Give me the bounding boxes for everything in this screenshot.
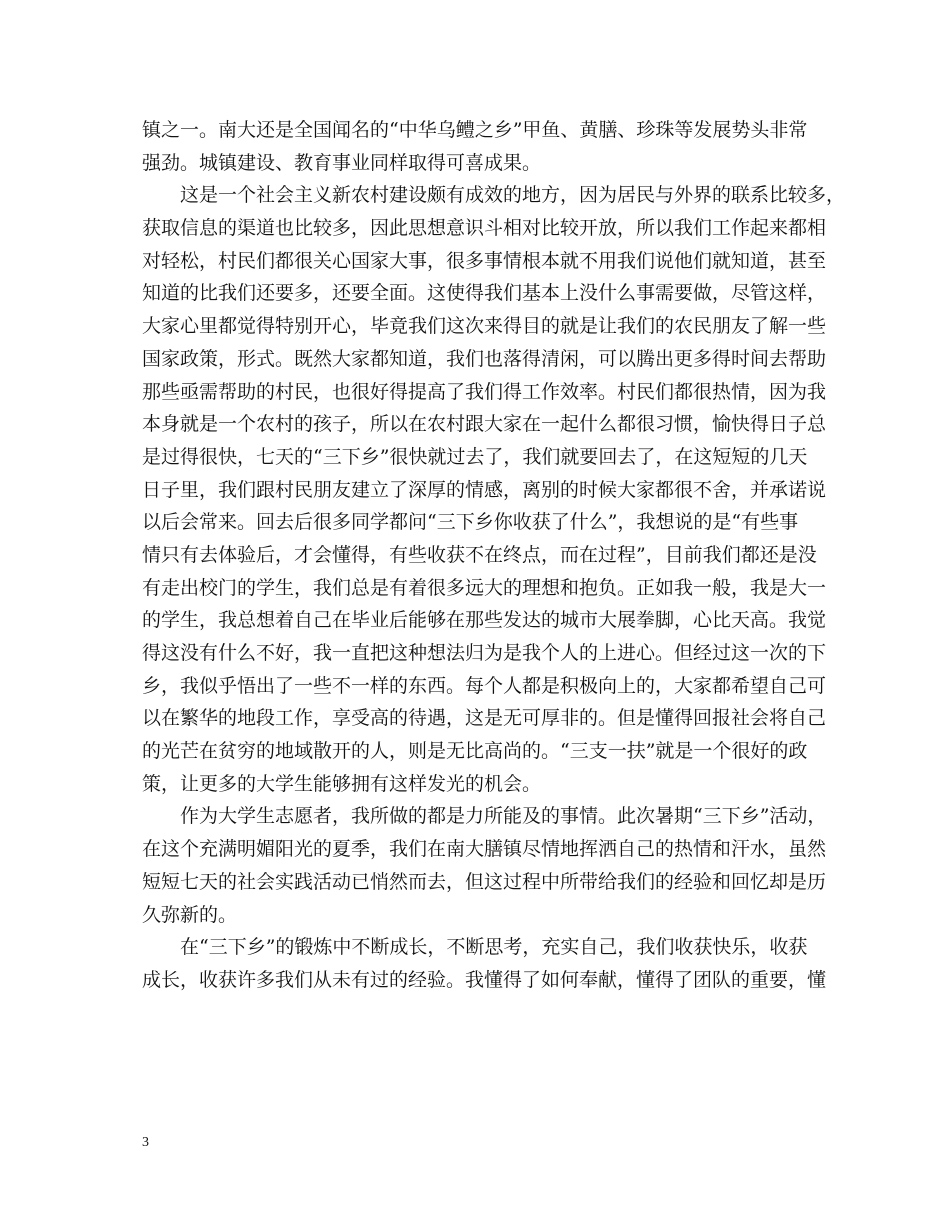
text-line: 以后会常来。回去后很多同学都问“三下乡你收获了什么”，我想说的是“有些事 bbox=[142, 511, 799, 534]
text-line: 在这个充满明媚阳光的夏季，我们在南大膳镇尽情地挥洒自己的热情和汗水，虽然 bbox=[142, 838, 827, 861]
text-line: 成长，收获许多我们从未有过的经验。我懂得了如何奉献，懂得了团队的重要，懂 bbox=[142, 968, 827, 991]
page-number: 3 bbox=[142, 1135, 149, 1150]
text-line: 镇之一。南大还是全国闻名的“中华乌鳢之乡”甲鱼、黄膳、珍珠等发展势头非常 bbox=[142, 119, 808, 141]
body-text bbox=[142, 114, 846, 997]
text-line: 作为大学生志愿者，我所做的都是力所能及的事情。此次暑期“三下乡”活动， bbox=[142, 805, 827, 828]
text-line: 日子里，我们跟村民朋友建立了深厚的情感，离别的时候大家都很不舍，并承诺说 bbox=[142, 478, 827, 501]
text-line: 大家心里都觉得特别开心，毕竟我们这次来得目的就是让我们的农民朋友了解一些 bbox=[142, 315, 827, 338]
text-line: 在“三下乡”的锻炼中不断成长，不断思考，充实自己，我们收获快乐，收获 bbox=[142, 936, 808, 959]
text-line: 强劲。城镇建设、教育事业同样取得可喜成果。 bbox=[142, 151, 542, 174]
text-line: 国家政策，形式。既然大家都知道，我们也落得清闲，可以腾出更多得时间去帮助 bbox=[142, 347, 827, 370]
text-line: 得这没有什么不好，我一直把这种想法归为是我个人的上进心。但经过这一次的下 bbox=[142, 642, 827, 664]
text-line: 久弥新的。 bbox=[142, 903, 238, 926]
text-line: 是过得很快，七天的“三下乡”很快就过去了，我们就要回去了，在这短短的几天 bbox=[142, 445, 808, 468]
text-line: 情只有去体验后，才会懂得，有些收获不在终点，而在过程”，目前我们都还是没 bbox=[142, 543, 817, 566]
text-line: 乡，我似乎悟出了一些不一样的东西。每个人都是积极向上的，大家都希望自己可 bbox=[142, 674, 827, 697]
text-line: 以在繁华的地段工作，享受高的待遇，这是无可厚非的。但是懂得回报社会将自己 bbox=[142, 707, 827, 730]
text-line: 有走出校门的学生，我们总是有着很多远大的理想和抱负。正如我一般，我是大一 bbox=[142, 576, 827, 599]
text-line: 的光芒在贫穷的地域散开的人，则是无比高尚的。“三支一扶”就是一个很好的政 bbox=[142, 740, 808, 763]
text-line: 的学生，我总想着自己在毕业后能够在那些发达的城市大展拳脚，心比天高。我觉 bbox=[142, 609, 827, 632]
text-line: 那些亟需帮助的村民，也很好得提高了我们得工作效率。村民们都很热情，因为我 bbox=[142, 380, 827, 403]
text-line: 本身就是一个农村的孩子，所以在农村跟大家在一起什么都很习惯，愉快得日子总 bbox=[142, 413, 827, 436]
text-line: 获取信息的渠道也比较多，因此思想意识斗相对比较开放，所以我们工作起来都相 bbox=[142, 217, 827, 240]
text-line: 策，让更多的大学生能够拥有这样发光的机会。 bbox=[142, 772, 542, 795]
text-line: 短短七天的社会实践活动已悄然而去，但这过程中所带给我们的经验和回忆却是历 bbox=[142, 870, 827, 893]
text-line: 对轻松，村民们都很关心国家大事，很多事情根本就不用我们说他们就知道，甚至 bbox=[142, 249, 827, 272]
text-line: 知道的比我们还要多，还要全面。这使得我们基本上没什么事需要做，尽管这样， bbox=[142, 282, 827, 305]
text-line: 这是一个社会主义新农村建设颇有成效的地方，因为居民与外界的联系比较多， bbox=[142, 184, 846, 207]
